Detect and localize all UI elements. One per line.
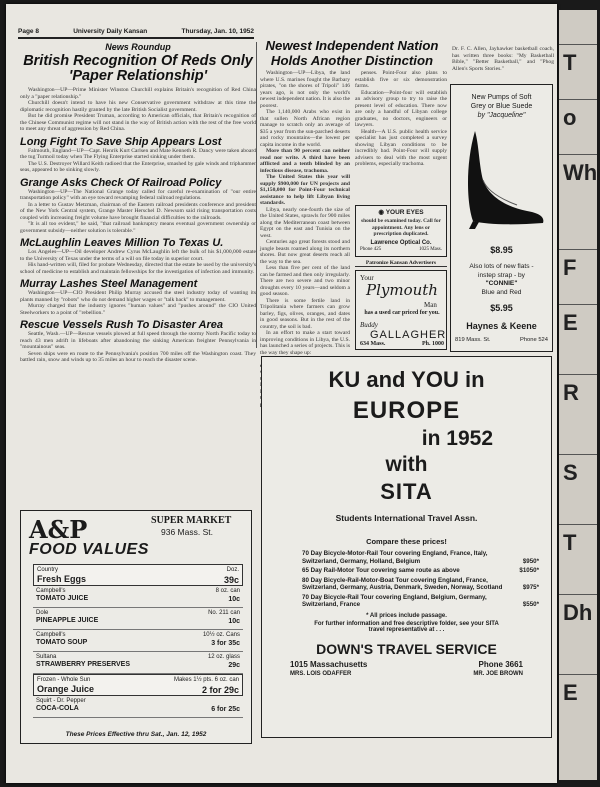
plymouth-contact [360,341,444,347]
ap-item-name: Orange Juice [37,684,95,694]
ap-item-name: TOMATO SOUP [36,639,88,646]
sita-note: * All prices include passage. [366,612,447,619]
libya-paragraph: The 1,140,000 Arabs who exist in that sullen North African region manage to scratch only an average of $35 a year from the sun-parched deserts and rocky mountains—the lowest per capita income in the world. [260,109,350,148]
libya-paragraph: The United States this year will supply $900,000 for UN projects and $1,150,000 for Point-Four technical assistance to help lift Libyan living standards. [260,174,350,206]
ap-item [33,652,243,674]
sita-rep-2: MR. JOE BROWN [473,670,523,677]
page-number: Page 8 [18,28,39,35]
eyes-contact [356,247,446,252]
eyes-title-text: YOUR EYES [385,209,424,216]
libya-paragraph: Health—A U.S. public health service specialist has just completed a survey showing Libyan conditions to be incredibly bad. Point-Four will supply advisers to deal with the most urgent problems, especially trachoma. [355,128,447,167]
murray-p1: Washington—UP—CIO President Philip Murray accused the steel industry today of wanting its plants manned by "robots" who do not demand higher wages or "talk back" to management. [20,290,256,303]
strip-glyph: T [563,50,577,75]
roundup-label: News Roundup [105,42,171,52]
sita-tour-text: 70 Day Bicycle-Rail Tour covering England, Belgium, Germany, Switzerland, France [302,593,487,608]
ap-address: 936 Mass. St. [161,527,213,537]
strip-rule [559,674,597,675]
ap-item-price: 2 for 29c [201,685,239,695]
ap-item-brand: Campbell's [36,588,66,594]
ap-title: FOOD VALUES [29,541,149,558]
header-rule [18,37,254,39]
ap-item-size: Makes 1½ pts. 6 oz. can [173,677,239,683]
plymouth-tagline: has a used car priced for you. [364,310,440,316]
sita-l3: in 1952 [421,427,493,450]
british-p1: Washington—UP—Prime Minister Winston Churchill explains Britain's recognition of Red China only a "paper relationship." [20,87,256,100]
sita-l1: KU and YOU in [328,367,485,392]
ap-item [33,586,243,608]
sita-tour-text: 70 Day Bicycle-Motor-Rail Tour covering England, France, Italy, Switzerland, Germany, Holland, Belgium [302,550,488,565]
shoe-l1: New Pumps of Soft [471,94,532,101]
strip-glyph: E [563,680,578,705]
libya-paragraph: More than 90 percent can neither read nor write. A third have been afflicted and a tenth blinded by an infectious disease, trachoma. [260,148,350,174]
sita-tour-price: $975* [522,584,539,591]
shoe-phone: Phone 524 [519,337,548,343]
libya-paragraph: Washington—UP—Libya, the land where U.S. marines fought the Barbary pirates, "on the shores of Tripoli" 146 years ago, is not only the world's newest independent nation. It is also the poorest. [260,70,350,109]
strip-glyph: R [563,380,579,405]
ap-item-price: 39c [223,575,239,585]
british-headline: British Recognition Of Reds Only 'Paper Relationship' [23,53,253,84]
ap-item [33,674,243,696]
shoe-ad [450,84,553,352]
ap-item-price: 10c [228,618,240,625]
strip-rule [559,374,597,375]
ap-item-name: STRAWBERRY PRESERVES [36,661,131,668]
shoe-l5: instep strap - by [478,271,525,279]
british-p3: But he did promise President Truman, according to American officials, that Britain's recognition of the Chinese Communist regime will not stand in the way of British action with the rest of the free world to meet any threat of aggression by Red China. [20,113,256,132]
strip-glyph: F [563,255,577,280]
rescue-headline: Rescue Vessels Rush To Disaster Area [20,319,223,331]
allen-note: Dr. F. C. Allen, Jayhawker basketball coach, has written three books: "My Basketball Bible," "Better Basketball," and "Phog Allen's Sports Stories." [452,46,554,72]
strip-glyph: S [563,460,578,485]
sita-phone: Phone 3661 [478,659,523,669]
libya-paragraph: Libya, nearly one-fourth the size of the United States, sprawls for 900 miles along the Mediterranean coast between Egypt on the east and Tunisia on the west. [260,206,350,239]
shoe-l7: Blue and Red [481,288,522,296]
ap-logo: A&P [29,515,88,544]
ap-item-name: TOMATO JUICE [36,595,89,602]
ap-item-price: 29c [228,662,240,669]
patronize-note: Patronize Kansan Advertisers [355,260,447,267]
shoe-l6: "CONNIE" [485,280,518,287]
eyes-phone: Phone 425 [360,246,382,252]
shoe-l3: by "Jacqueline" [477,112,526,119]
ap-ad [20,510,252,744]
strip-rule [559,304,597,305]
strip-glyph: T [563,530,577,555]
eyes-title [356,208,446,216]
ap-item-size: 12 oz. glass [207,654,240,660]
sita-l2: EUROPE [352,397,461,424]
ap-item-price: 10c [228,596,240,603]
grange-p3: "It is all too evident," he said, "that railroad bankruptcy means eventual government ownership or government subsidy—neither solution is tolerable." [20,221,256,234]
sita-l5: SITA [380,479,433,504]
rescue-p2: Seven ships were en route to the Pennsylvania's position 700 miles off the Washington coast. They battled rain, snow and winds up to 35 miles an hour to reach the disaster scene. [20,350,256,363]
eyes-body: should be examined today. Call for appointment. Any lens or prescription duplicated. [361,218,441,237]
sita-tour [302,567,539,575]
strip-rule [559,454,597,455]
ap-item-brand: Dole [36,610,49,616]
ap-item [33,696,243,718]
ship-headline: Long Fight To Save Ship Appears Lost [20,135,222,148]
sita-tour [302,550,539,565]
libya-column-2 [355,70,447,167]
ap-item-price: 3 for 35c [211,640,240,647]
shoe-contact [455,337,548,343]
strip-rule [559,99,597,100]
shoe-flats [451,263,552,297]
plymouth-ad [355,270,447,350]
mclaughlin-p2: His hand-written will, filed for probate Wednesday, directed that the estate be used by the university's school of medicine to establish and maintain fellowships for the investigation of infection and immunity. [20,262,256,275]
ap-item [33,630,243,652]
shoe-l4: Also lots of new flats - [469,263,534,270]
libya-headline: Newest Independent Nation Holds Another Distinction [265,38,439,68]
ap-item-size: 8 oz. can [215,588,240,594]
ap-item-brand: Squirt - Dr. Pepper [36,698,86,704]
eyes-address: 1025 Mass. [418,246,442,252]
ap-item-size: 10½ oz. Cans [202,632,240,638]
strip-rule [559,524,597,525]
sita-tour-text: 65 Day Rail-Motor Tour covering same route as above [302,567,460,574]
libya-paragraph: penses. Point-Four also plans to establish five or six demonstration farms. [355,70,447,89]
shoe-headline [451,93,552,120]
sita-agency: DOWN'S TRAVEL SERVICE [316,640,497,657]
sita-reps [262,671,551,677]
ap-item-list [33,564,243,718]
ap-item-size: Doz. [226,567,239,573]
sita-tour-price: $950* [522,557,539,565]
plymouth-your: Your [360,274,374,282]
sita-tour [302,577,539,592]
mclaughlin-p1: Los Angeles—UP—Oil developer Andrew Cyrus McLaughlin left the bulk of his $1,000,000 estate to the University of Texas under the terms of a will on file today in superior court. [20,249,256,262]
strip-glyph: o [563,105,577,130]
ap-item [33,564,243,586]
strip-rule [559,249,597,250]
plymouth-phone: Ph. 1000 [421,341,444,347]
sita-address: 1015 Massachusetts [290,659,368,669]
sita-tour-price: $550* [522,601,539,608]
murray-p2: Murray charged that the industry ignores "human values" and "pushes around" the CIO United Steelworkers to a point of "rebellion." [20,303,256,316]
ap-item-name: COCA-COLA [36,705,79,712]
plymouth-brand: Plymouth [366,281,438,299]
ap-item [33,608,243,630]
ship-p1: Falmouth, England—UP—Capt. Henrik Kurt Carlsen and Mate Kenneth R. Dancy were taken aboard the tug Turmoil today when The Flying Enterprise started sinking under them. [20,147,256,160]
ap-item-name: PINEAPPLE JUICE [36,617,99,624]
shoe-address: 819 Mass. St. [455,337,491,343]
libya-paragraph: Education—Point-four will establish an advisory group to try to raise the present level of education. There now are only a handful of Libyan college graduates, no doctors, engineers or lawyers. [355,89,447,128]
murray-headline: Murray Lashes Steel Management [20,278,198,290]
issue-date: Thursday, Jan. 10, 1952 [181,28,254,35]
strip-glyph: Dh [563,600,593,625]
shoe-price-2: $5.95 [490,303,513,313]
sita-rep-1: MRS. LOIS ODAFFER [290,670,352,677]
plymouth-address: 634 Mass. [360,341,386,347]
plymouth-name: GALLAGHER [370,329,447,341]
eyes-ad [355,205,447,257]
sita-association: Students International Travel Assn. [335,513,478,523]
plymouth-man: Man [424,301,437,309]
strip-glyph: Wh [563,160,598,185]
shoe-price-1: $8.95 [490,245,513,255]
libya-paragraph: Less than five per cent of the land can be farmed and then only irregularly. There are two severe and two minor droughts every 10 years—and seldom a good season. [260,265,350,297]
column-rule [256,42,257,348]
shoe-illustration-icon [457,125,549,231]
sita-ad [261,356,552,738]
strip-glyph: E [563,310,578,335]
shoe-store: Haynes & Keene [466,321,537,331]
ship-p2: The U.S. Destroyer Willard Keith radioed that the Enterprise, smashed by gale winds and triphammer seas, appeared to be sinking slowly. [20,160,256,173]
plymouth-buddy: Buddy [360,321,378,329]
shoe-l2: Grey or Blue Suede [470,103,533,110]
eyes-firm: Lawrence Optical Co. [370,239,432,246]
sita-tour-price: $1050* [519,567,539,574]
grange-headline: Grange Asks Check Of Railroad Policy [20,176,222,189]
sita-compare: Compare these prices! [366,537,447,546]
mclaughlin-headline: McLaughlin Leaves Million To Texas U. [20,237,224,249]
ap-footer: These Prices Effective thru Sat., Jan. 12, 1952 [65,731,207,738]
ap-market: SUPER MARKET [151,515,232,526]
sita-tour [302,594,539,609]
strip-rule [559,594,597,595]
libya-paragraph: There is some fertile land in Tripolitania where farmers can grow barley, figs, olives, oranges, and dates in good seasons. But in the rest of the country, the soil is bad. [260,297,350,330]
ap-item-brand: Country [37,567,59,573]
sita-l4: with [385,453,428,476]
newspaper-page [6,4,557,783]
ap-item-brand: Campbell's [36,632,66,638]
rescue-p1: Seattle, Wash.—UP—Rescue vessels plowed at full speed through the stormy North Pacific today to reach 43 men adrift in lifeboats after abandoning the sinking American freighter Pennsylvania in "mountainous" seas. [20,331,256,350]
libya-column-1 [260,70,350,356]
ap-item-price: 6 for 25c [211,706,240,713]
strip-rule [559,154,597,155]
adjacent-page-strip [559,10,597,780]
sita-contact [262,660,551,669]
paper-name: University Daily Kansan [73,28,148,35]
sita-tour-text: 80 Day Bicycle-Rail-Motor-Boat Tour covering England, France, Switzerland, Germany, Austria, Denmark, Sweden, Norway, Scotland [302,576,503,591]
eye-icon: ◉ [378,209,385,216]
ap-item-brand: Sultana [36,654,57,660]
grange-p2: In a letter to Gustav Metzman, chairman of the Eastern railroad presidents conference and president of the New York Central system, Grange Master Herschel D. Newsom said rising transportation costs coupled with increasing freight volume have brought financial difficulties to the railroads. [20,201,256,221]
grange-p1: Washington—UP—The National Grange today called for careful re-examination of "our entire transportation policy" with an eye toward revamping federal railroad regulations. [20,188,256,201]
strip-rule [559,44,597,45]
ap-item-brand: Frozen - Whole Sun [37,677,91,683]
libya-paragraph: In an effort to make a start toward improving conditions in Libya, the U.S. has launched a series of projects. This is the way they shape up: [260,330,350,356]
libya-paragraph: Centuries ago great forests stood and jungle beasts roamed along its northern shores. But now great deserts reach all the way to the sea. [260,239,350,265]
ap-item-size: No. 211 can [208,610,240,616]
ap-item-name: Fresh Eggs [37,574,87,584]
sita-info: For further information and free descriptive folder, see your SITA travel representative at . . . [314,620,499,633]
sita-tour-list [262,550,551,609]
left-column [20,40,256,518]
british-p2: Churchill doesn't intend to have his new Conservative government withdraw at this time the diplomatic recognition hastily granted by the late British Socialist government. [20,100,256,113]
libya-story [260,39,444,68]
